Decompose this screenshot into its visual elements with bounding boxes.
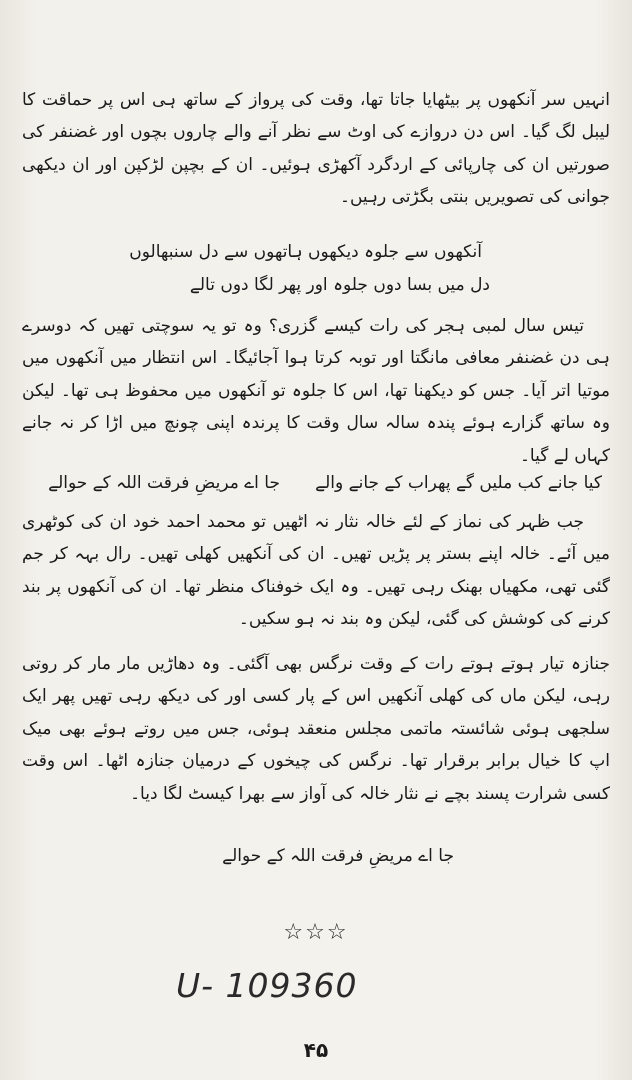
couplet-1-line-2: دل میں بسا دوں جلوہ اور پھر لگا دوں تالے — [189, 275, 490, 295]
paragraph-text: جنازہ تیار ہوتے ہوتے رات کے وقت نرگس بھی آگئی۔ وہ دھاڑیں مار مار کر روتی رہی، لیکن ماں کی کھلی آنکھیں اس کے پار کسی اور کی دیکھ رہی تھیں پھر ایک سلجھی ہوئی شائستہ ماتمی مجلس منعقد ہوئی، جس میں روتے ہوئے بھی میک اپ کا خیال برابر برقرار تھا۔ نرگس کی چیخوں کے درمیان جنازہ اٹھا۔ اس وقت کسی شرارت پسند بچے نے نثار خالہ کی آواز سے بھرا کیسٹ لگا دیا۔ — [22, 654, 610, 804]
paragraph-text: جب ظہر کی نماز کے لئے خالہ نثار نہ اٹھیں تو محمد احمد خود ان کی کوٹھری میں آئے۔ خالہ اپنے بستر پر پڑیں تھیں۔ ان کی آنکھیں کھلی تھیں۔ رال بہہ کر جم گئی تھی، مکھیاں بھنک رہی تھیں۔ وہ ایک خوفناک منظر تھا۔ ان کی آنکھوں پر بند کرنے کی کوشش کی گئی، لیکن وہ بند نہ ہو سکیں۔ — [22, 512, 610, 630]
paragraph-text: انہیں سر آنکھوں پر بیٹھایا جاتا تھا، وقت کی پرواز کے ساتھ ہی اس پر حماقت کا لیبل لگ گیا۔ اس دن دروازے کی اوٹ سے نظر آنے والے چاروں بچوں اور غضنفر کی صورتیں ان کی چارپائی کے اردگرد آکھڑی ہوئیں۔ ان کے بچپن لڑکپن اور ان دیکھی جوانی کی تصویریں بنتی بگڑتی رہیں۔ — [22, 90, 610, 208]
paragraph-text: تیس سال لمبی ہجر کی رات کیسے گزری؟ وہ تو یہ سوچتی تھیں کہ دوسرے ہی دن غضنفر معافی مانگتا اور توبہ کرتا ہوا آجائیگا۔ اس انتظار میں آنکھوں میں موتیا اتر آیا۔ جس کو دیکھنا تھا، اس کا جلوہ تو آنکھوں میں محفوظ ہی تھا۔ لیکن وہ ساتھ گزارے ہوئے پندہ سالہ سال وقت کا پرندہ اپنی چونچ میں اڑا کر نہ جانے کہاں لے گیا۔ — [22, 316, 610, 466]
couplet-2-line-2: جا اے مریضِ فرقت اللہ کے حوالے — [48, 473, 280, 493]
handwritten-accession-number: U- 109360 — [176, 966, 358, 1005]
couplet-2-line-1: کیا جانے کب ملیں گے پھراب کے جانے والے — [315, 473, 602, 493]
paragraph-3 — [22, 506, 610, 646]
paragraph-4 — [22, 648, 610, 828]
section-stars: ☆☆☆ — [283, 920, 349, 945]
paragraph-1 — [22, 84, 610, 224]
couplet-1-line-1: آنکھوں سے جلوہ دیکھوں ہاتھوں سے دل سنبھالوں — [129, 242, 482, 262]
closing-line: جا اے مریضِ فرقت اللہ کے حوالے — [222, 846, 454, 866]
paragraph-2 — [22, 310, 610, 466]
page-number: ۴۵ — [303, 1038, 329, 1062]
